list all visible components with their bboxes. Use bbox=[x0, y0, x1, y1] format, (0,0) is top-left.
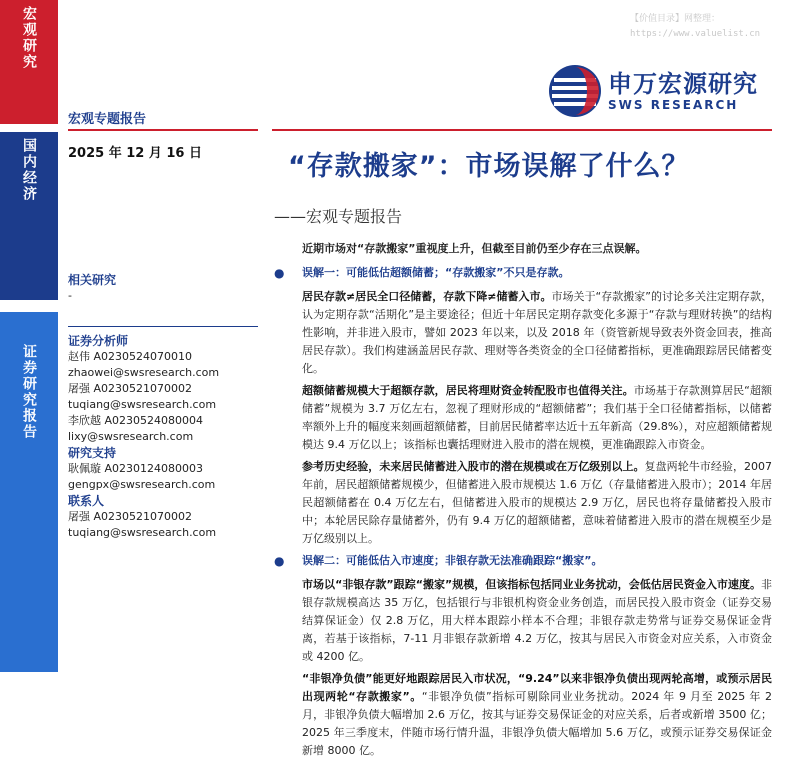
paragraph-text: 市场关于“存款搬家”的讨论多关注定期存款，认为定期存款“活期化”是主要途径；但近十年居民定期存款变化多源于“存款与理财转换”的结构性影响，并非进入股市，譬如 2023 年以来，以及 2018 年（资管新规导致表外资金回表，推高居民存款）。我们构建涵盖居民存款、理财等各类资金的全口径储蓄指标，更准确跟踪居民储蓄变化。 bbox=[302, 290, 772, 375]
paragraph-text: 市场基于存款测算居民“超额储蓄”规模为 3.7 万亿左右，忽视了理财形成的“超额储蓄”；我们基于全口径储蓄指标，以储蓄率额外上升的幅度来刻画超额储蓄，目前居民储蓄率达近十五年新高（29.8%），对应超额储蓄规模达 9.4 万亿以上；该指标也囊括理财进入股市的潜在规模，更准确跟踪入市资金。 bbox=[302, 384, 772, 451]
paragraph bbox=[302, 576, 772, 666]
report-title: “存款搬家”：市场误解了什么？ bbox=[288, 151, 690, 182]
report-body bbox=[274, 240, 773, 764]
analysts-block bbox=[68, 333, 258, 541]
sidebar-section-macro bbox=[0, 0, 58, 124]
sidebar-label-report: 证券研究报告 bbox=[21, 344, 37, 440]
analyst-email[interactable]: lixy@swsresearch.com bbox=[68, 430, 194, 443]
paragraph bbox=[302, 670, 772, 760]
sidebar-label-domestic: 国内经济 bbox=[21, 138, 37, 202]
report-date: 2025 年 12 月 16 日 bbox=[68, 146, 202, 161]
analyst-name: 李欣越 A0230524080004 bbox=[68, 414, 204, 427]
sidebar-section-report bbox=[0, 312, 58, 672]
paragraph-lead: 居民存款≠居民全口径储蓄，存款下降≠储蓄入市。 bbox=[302, 290, 552, 303]
divider bbox=[68, 326, 258, 327]
support-title: 研究支持 bbox=[68, 446, 117, 460]
logo-cn: 申万宏源研究 bbox=[608, 70, 758, 98]
report-subtitle: ——宏观专题报告 bbox=[274, 207, 403, 226]
watermark bbox=[630, 12, 760, 42]
logo bbox=[548, 64, 758, 118]
bullet-icon: ● bbox=[274, 266, 285, 280]
paragraph-lead: 超额储蓄规模大于超额存款，居民将理财资金转配股市也值得关注。 bbox=[302, 384, 634, 397]
logo-en: SWS RESEARCH bbox=[608, 98, 739, 112]
sws-logo-icon bbox=[548, 64, 602, 118]
related-title: 相关研究 bbox=[68, 273, 117, 287]
contact-title: 联系人 bbox=[68, 494, 105, 508]
report-type-label: 宏观专题报告 bbox=[68, 112, 147, 127]
analyst-email[interactable]: zhaowei@swsresearch.com bbox=[68, 366, 220, 379]
header-rule-left bbox=[68, 129, 258, 131]
support-email[interactable]: gengpx@swsresearch.com bbox=[68, 478, 216, 491]
bullet-icon: ● bbox=[274, 554, 285, 568]
analyst-name: 赵伟 A0230524070010 bbox=[68, 350, 193, 363]
myth-heading-2 bbox=[274, 552, 772, 570]
analyst-email[interactable]: tuqiang@swsresearch.com bbox=[68, 398, 217, 411]
support-name: 耿佩璇 A0230124080003 bbox=[68, 462, 204, 475]
analyst-name: 屠强 A0230521070002 bbox=[68, 382, 193, 395]
paragraph-lead: 参考历史经验，未来居民储蓄进入股市的潜在规模或在万亿级别以上。 bbox=[302, 460, 645, 473]
paragraph bbox=[302, 288, 772, 378]
watermark-url: https://www.valuelist.cn bbox=[630, 29, 761, 39]
contact-email[interactable]: tuqiang@swsresearch.com bbox=[68, 526, 217, 539]
lead-sentence: 近期市场对“存款搬家”重视度上升，但截至目前仍至少存在三点误解。 bbox=[302, 242, 647, 255]
myth-2-text: 误解二：可能低估入市速度；非银存款无法准确跟踪“搬家”。 bbox=[302, 554, 603, 567]
sidebar bbox=[0, 0, 58, 672]
paragraph-lead: “非银净负债”能更好地跟踪居民入市状况，“9.24”以来非银净负债出现两轮高增，或预示居民出现两轮“存款搬家”。 bbox=[302, 672, 772, 703]
watermark-line1: 【价值目录】网整理： bbox=[630, 14, 721, 24]
paragraph-text: 复盘两轮牛市经验，2007 年前，居民超额储蓄规模少，但储蓄进入股市规模达 1.6 万亿（存量储蓄进入股市）；2014 年居民超额储蓄在 0.4 万亿左右，但储蓄进入股市的规模达 2.9 万亿，居民也将存量储蓄投入股市中；本轮居民除存量储蓄外，仍有 9.4 万亿的超额储蓄，意味着储蓄进入股市的潜在规模至少是万亿级别以上。 bbox=[302, 460, 773, 545]
contact-name: 屠强 A0230521070002 bbox=[68, 510, 193, 523]
myth-1-text: 误解一：可能低估超额储蓄；“存款搬家”不只是存款。 bbox=[302, 266, 570, 279]
paragraph bbox=[302, 458, 772, 548]
paragraph-text: “非银净负债”指标可剔除同业业务扰动。2024 年 9 月至 2025 年 2 月，非银净负债大幅增加 2.6 万亿，按其与证券交易保证金的对应关系，后者或新增 3500 亿；2025 年三季度末，伴随市场行情升温，非银净负债大幅增加 5.6 万亿，或预示证券交易保证金新增 8000 亿。 bbox=[302, 690, 772, 757]
sidebar-label-macro: 宏观研究 bbox=[21, 6, 37, 70]
header-rule-right bbox=[272, 129, 772, 131]
paragraph-text: 非银存款规模高达 35 万亿，包括银行与非银机构资金业务创造，而居民投入股市资金（证券交易结算保证金）仅 2.8 万亿，用大样本跟踪小样本不合理；非银存款走势常与证券交易保证金背离，若基于该指标，7-11 月非银存款新增 4.2 万亿，按其与居民入市资金对应关系，入市资金或 4200 亿。 bbox=[302, 578, 772, 663]
related-value: - bbox=[68, 289, 72, 302]
paragraph bbox=[302, 382, 772, 454]
myth-heading-1 bbox=[274, 264, 772, 282]
sidebar-section-domestic bbox=[0, 132, 58, 300]
related-research bbox=[68, 272, 258, 304]
analysts-title: 证券分析师 bbox=[68, 334, 129, 348]
paragraph-lead: 市场以“非银存款”跟踪“搬家”规模，但该指标包括同业业务扰动，会低估居民资金入市速度。 bbox=[302, 578, 761, 591]
